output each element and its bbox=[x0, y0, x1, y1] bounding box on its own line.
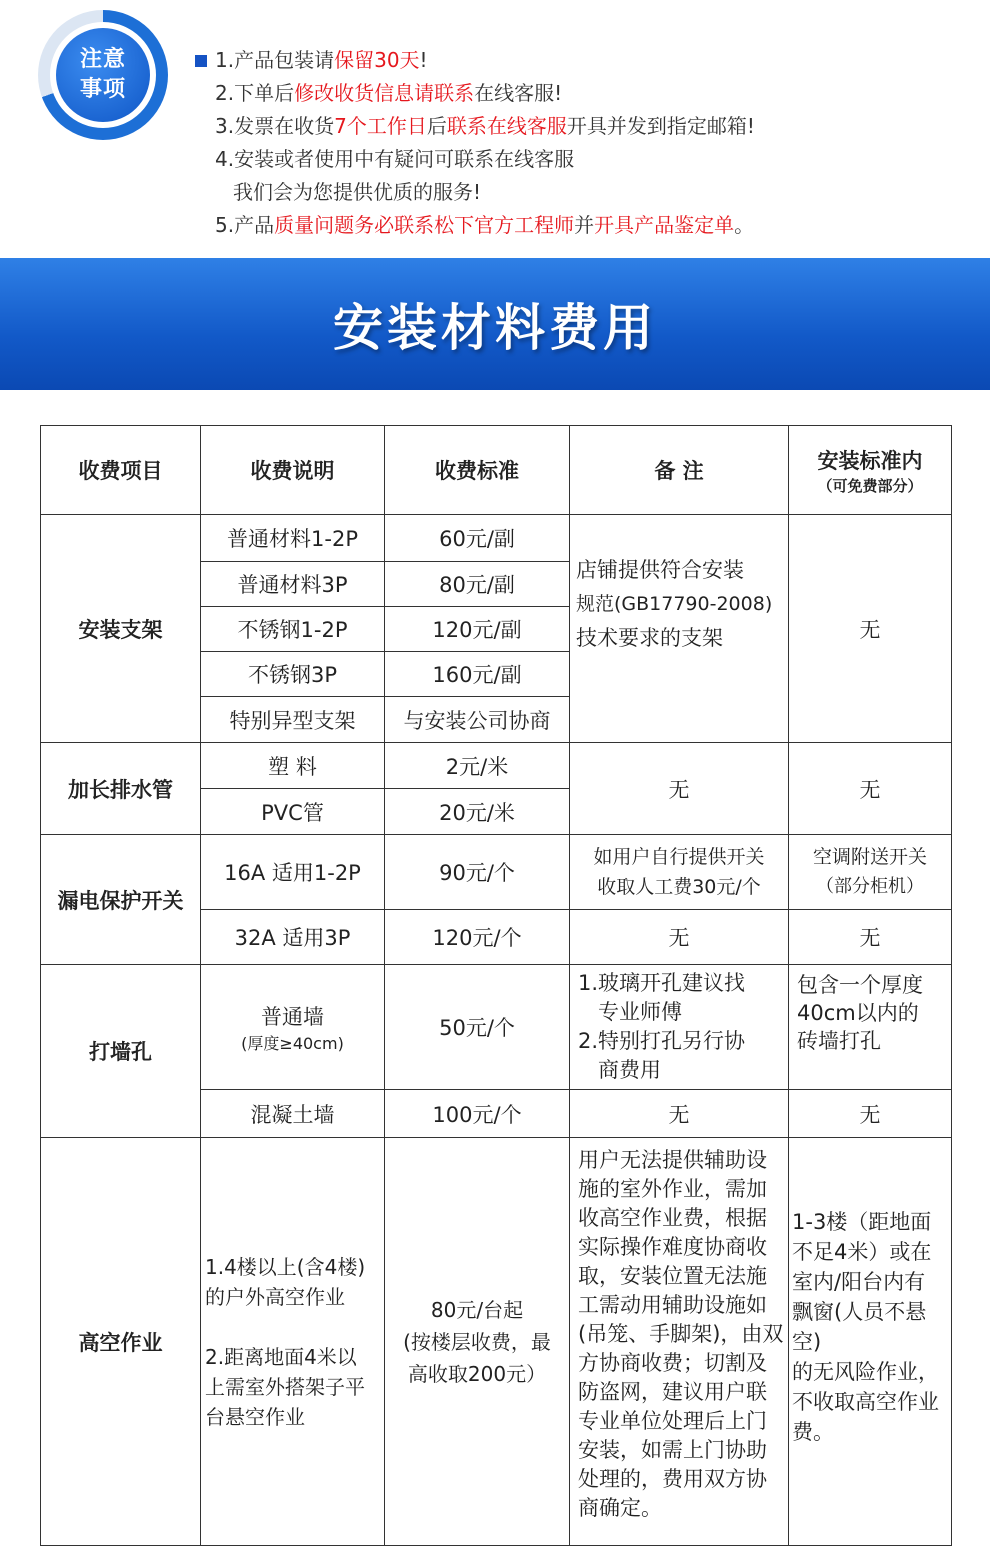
cell-desc: 16A 适用1-2P bbox=[201, 835, 385, 910]
badge-line1: 注意 bbox=[79, 47, 126, 72]
drain-remark: 无 bbox=[570, 743, 789, 835]
banner-title: 安装材料费用 bbox=[333, 299, 657, 357]
wall-included: 包含一个厚度 40cm以内的 砖墙打孔 bbox=[789, 965, 952, 1090]
category-drain: 加长排水管 bbox=[41, 743, 201, 835]
category-switch: 漏电保护开关 bbox=[41, 835, 201, 965]
cell-desc: 特别异型支架 bbox=[201, 697, 385, 743]
cell-price: 80元/副 bbox=[385, 562, 570, 607]
bracket-remark: 店铺提供符合安装 规范(GB17790-2008) 技术要求的支架 bbox=[570, 515, 789, 743]
notice-item-5: 5.产品 质量问题务必联系松下官方工程师 并 开具产品鉴定单 。 bbox=[215, 213, 755, 237]
cell-desc: 普通墙 (厚度≥40cm) bbox=[201, 965, 385, 1090]
notice-item-2: 2.下单后 修改收货信息请联系 在线客服! bbox=[215, 81, 563, 105]
table-row bbox=[41, 1138, 952, 1546]
drain-included: 无 bbox=[789, 743, 952, 835]
cell-desc: 普通材料3P bbox=[201, 562, 385, 607]
cell-desc: 32A 适用3P bbox=[201, 910, 385, 965]
category-height: 高空作业 bbox=[41, 1138, 201, 1546]
cell-price: 160元/副 bbox=[385, 652, 570, 697]
cell-desc: PVC管 bbox=[201, 789, 385, 835]
height-included: 1-3楼（距地面 不足4米）或在 室内/阳台内有 飘窗(人员不悬空) 的无风险作业， 不收取高空作业 费。 bbox=[789, 1138, 952, 1546]
fee-table bbox=[40, 425, 952, 1546]
table-row bbox=[41, 743, 952, 789]
notice-item-4-cont: 我们会为您提供优质的服务! bbox=[233, 180, 482, 204]
cell-price: 60元/副 bbox=[385, 515, 570, 562]
table-row bbox=[41, 515, 952, 562]
category-wall: 打墙孔 bbox=[41, 965, 201, 1138]
header-included: 安装标准内 （可免费部分） bbox=[789, 426, 952, 515]
cell-price: 90元/个 bbox=[385, 835, 570, 910]
cell-desc: 塑 料 bbox=[201, 743, 385, 789]
category-bracket: 安装支架 bbox=[41, 515, 201, 743]
cell-desc: 不锈钢3P bbox=[201, 652, 385, 697]
notice-list bbox=[195, 44, 755, 242]
notice-item-4: 4.安装或者使用中有疑问可联系在线客服 bbox=[215, 147, 575, 171]
section-banner bbox=[0, 258, 990, 390]
cell-price: 120元/副 bbox=[385, 607, 570, 652]
square-bullet-icon bbox=[195, 55, 207, 67]
cell-remark: 无 bbox=[570, 1090, 789, 1138]
notice-badge bbox=[38, 10, 168, 140]
cell-price: 50元/个 bbox=[385, 965, 570, 1090]
cell-price: 与安装公司协商 bbox=[385, 697, 570, 743]
table-row bbox=[41, 965, 952, 1090]
cell-desc: 普通材料1-2P bbox=[201, 515, 385, 562]
cell-remark: 无 bbox=[570, 910, 789, 965]
header-item: 收费项目 bbox=[41, 426, 201, 515]
height-desc: 1.4楼以上(含4楼) 的户外高空作业 2.距离地面4米以 上需室外搭架子平 台悬空作业 bbox=[201, 1138, 385, 1546]
bracket-included: 无 bbox=[789, 515, 952, 743]
cell-price: 120元/个 bbox=[385, 910, 570, 965]
badge-line2: 事项 bbox=[79, 77, 126, 102]
table-header-row bbox=[41, 426, 952, 515]
cell-desc: 混凝土墙 bbox=[201, 1090, 385, 1138]
notice-item-1: 1.产品包装请 保留30天 ! bbox=[195, 44, 755, 77]
height-price: 80元/台起 (按楼层收费，最 高收取200元） bbox=[385, 1138, 570, 1546]
cell-included: 无 bbox=[789, 910, 952, 965]
header-desc: 收费说明 bbox=[201, 426, 385, 515]
notice-item-3: 3.发票在收货 7个工作日 后 联系在线客服 开具并发到指定邮箱! bbox=[215, 114, 755, 138]
cell-price: 20元/米 bbox=[385, 789, 570, 835]
height-remark: 用户无法提供辅助设 施的室外作业，需加 收高空作业费，根据 实际操作难度协商收 取，安装位置无法施 工需动用辅助设施如 (吊笼、手脚架)，由双 方协商收费；切割及 防盗网，建议用户联 专业单位处理后上门 安装，如需上门协助 处理的，费用双方协 商确定。 bbox=[570, 1138, 789, 1546]
switch-included: 空调附送开关 （部分柜机） bbox=[789, 835, 952, 910]
cell-desc: 不锈钢1-2P bbox=[201, 607, 385, 652]
cell-price: 100元/个 bbox=[385, 1090, 570, 1138]
cell-price: 2元/米 bbox=[385, 743, 570, 789]
notice-section bbox=[0, 0, 990, 258]
wall-remark: 1.玻璃开孔建议找 专业师傅 2.特别打孔另行协 商费用 bbox=[570, 965, 789, 1090]
table-row bbox=[41, 835, 952, 910]
cell-included: 无 bbox=[789, 1090, 952, 1138]
header-remark: 备 注 bbox=[570, 426, 789, 515]
header-standard: 收费标准 bbox=[385, 426, 570, 515]
switch-remark: 如用户自行提供开关 收取人工费30元/个 bbox=[570, 835, 789, 910]
